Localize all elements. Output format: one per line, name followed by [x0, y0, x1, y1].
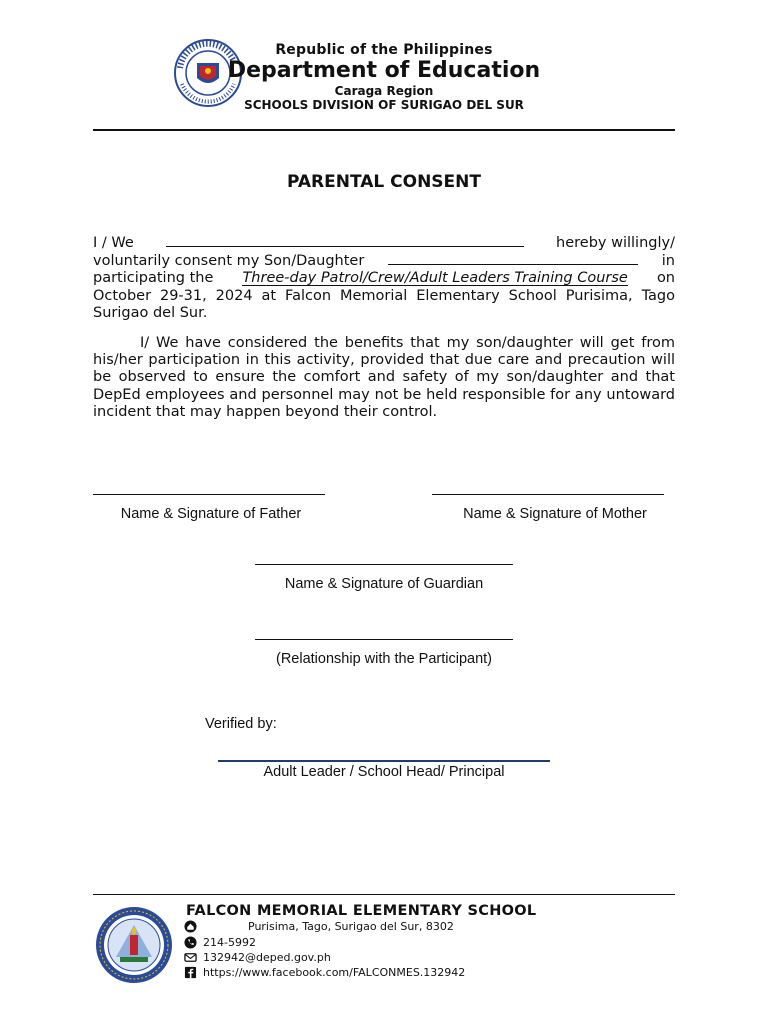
email-text: 132942@deped.gov.ph: [203, 951, 331, 964]
facebook-icon: [184, 966, 197, 979]
home-icon: [184, 920, 197, 933]
address-text: Purisima, Tago, Surigao del Sur, 8302: [248, 920, 454, 933]
course-name: Three-day Patrol/Crew/Adult Leaders Training Course: [242, 270, 628, 287]
document-title: PARENTAL CONSENT: [286, 172, 481, 192]
school-name: FALCON MEMORIAL ELEMENTARY SCHOOL: [186, 903, 537, 919]
hereby-text: hereby willingly/: [556, 235, 675, 251]
consent-paragraph: [93, 234, 675, 322]
verifier-signature-line: [218, 760, 550, 762]
department-heading: Department of Education: [227, 58, 541, 83]
verified-by-label: Verified by:: [205, 716, 277, 732]
region-heading: Caraga Region: [334, 84, 434, 98]
phone-row: [184, 936, 256, 949]
parent-name-blank: [166, 234, 524, 247]
child-name-blank: [388, 252, 638, 265]
guardian-signature-line: [255, 564, 513, 565]
facebook-link[interactable]: https://www.facebook.com/FALCONMES.132942: [203, 966, 466, 979]
header-divider: [93, 129, 675, 131]
mother-signature-label: Name & Signature of Mother: [463, 506, 647, 522]
consideration-paragraph: I/ We have considered the benefits that my son/daughter will get from his/her participation in this activity, provided that due care and precaution will be observed to ensure the comfort and safety of my son/daughter and that DepEd employees and personnel may not be held responsible for any untoward incident that may happen beyond their control.: [93, 335, 675, 420]
i-we-label: I / We: [93, 235, 134, 251]
address-row: [184, 920, 454, 933]
guardian-signature-label: Name & Signature of Guardian: [284, 576, 484, 592]
facebook-row: [184, 966, 465, 979]
participating-text: participating the: [93, 270, 214, 287]
division-heading: SCHOOLS DIVISION OF SURIGAO DEL SUR: [244, 98, 524, 112]
email-row: [184, 951, 331, 964]
email-icon: [184, 951, 197, 964]
phone-icon: [184, 936, 197, 949]
verifier-role-label: Adult Leader / School Head/ Principal: [263, 764, 505, 780]
mother-signature-line: [432, 494, 664, 495]
in-text: in: [661, 253, 675, 270]
footer-divider: [93, 894, 675, 895]
phone-text: 214-5992: [203, 936, 256, 949]
relationship-line: [255, 639, 513, 640]
voluntarily-text: voluntarily consent my Son/Daughter: [93, 253, 365, 270]
school-seal-logo: [94, 905, 174, 985]
father-signature-label: Name & Signature of Father: [120, 506, 302, 522]
on-text: on: [656, 270, 675, 287]
republic-heading: Republic of the Philippines: [275, 42, 493, 58]
father-signature-line: [93, 494, 325, 495]
event-details-text: October 29-31, 2024 at Falcon Memorial Elementary School Purisima, Tago Surigao del Sur.: [93, 287, 675, 321]
relationship-label: (Relationship with the Participant): [276, 651, 492, 667]
